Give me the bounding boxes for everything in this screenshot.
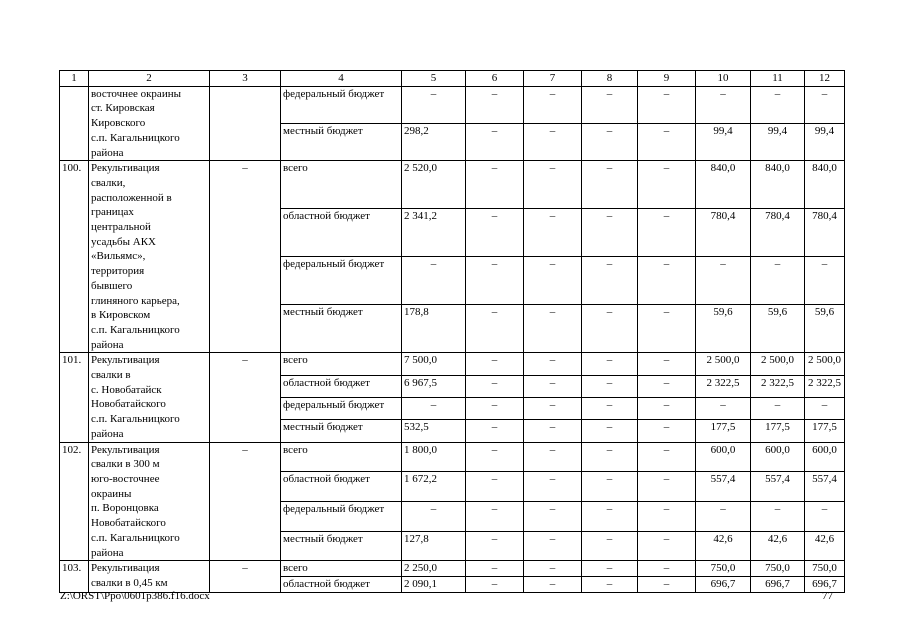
value-cell-12: 600,0 <box>805 442 845 472</box>
value-cell-8: – <box>582 472 638 502</box>
value-cell-8: – <box>582 123 638 160</box>
value-cell-9: – <box>638 209 696 257</box>
value-cell-12: – <box>805 86 845 123</box>
column-3-cell: – <box>210 161 281 353</box>
table-row <box>60 86 845 123</box>
column-3-cell <box>210 86 281 161</box>
value-cell-7: – <box>524 442 582 472</box>
value-cell-9: – <box>638 397 696 419</box>
value-cell-11: 780,4 <box>751 209 805 257</box>
value-cell-5: – <box>402 397 466 419</box>
description-line: Рекультивация <box>91 162 160 175</box>
value-cell-9: – <box>638 375 696 397</box>
value-cell-10: – <box>696 86 751 123</box>
column-header-10: 10 <box>696 71 751 87</box>
description-line: Кировского <box>91 117 146 130</box>
description-line: Новобатайского <box>91 517 166 530</box>
column-3-cell: – <box>210 442 281 561</box>
item-description <box>89 86 210 161</box>
column-header-4: 4 <box>281 71 402 87</box>
funding-source: федеральный бюджет <box>281 86 402 123</box>
value-cell-12: 2 500,0 <box>805 353 845 375</box>
value-cell-11: 177,5 <box>751 420 805 442</box>
description-line: расположенной в <box>91 191 172 204</box>
column-header-7: 7 <box>524 71 582 87</box>
value-cell-7: – <box>524 576 582 592</box>
description-line: с.п. Кагальницкого <box>91 323 180 336</box>
description-line: Рекультивация <box>91 443 160 456</box>
funding-source: местный бюджет <box>281 305 402 353</box>
value-cell-6: – <box>466 501 524 531</box>
budget-table <box>59 70 845 593</box>
funding-source: областной бюджет <box>281 209 402 257</box>
value-cell-11: 840,0 <box>751 161 805 209</box>
value-cell-9: – <box>638 161 696 209</box>
value-cell-12: 42,6 <box>805 531 845 561</box>
value-cell-7: – <box>524 305 582 353</box>
description-line: в Кировском <box>91 309 151 322</box>
value-cell-5: – <box>402 86 466 123</box>
value-cell-6: – <box>466 397 524 419</box>
value-cell-11: 99,4 <box>751 123 805 160</box>
description-line: окраины <box>91 487 132 500</box>
description-line: ст. Кировская <box>91 102 155 115</box>
value-cell-10: 600,0 <box>696 442 751 472</box>
value-cell-8: – <box>582 442 638 472</box>
value-cell-10: 177,5 <box>696 420 751 442</box>
funding-source: областной бюджет <box>281 576 402 592</box>
description-line: района <box>91 546 124 559</box>
value-cell-11: 696,7 <box>751 576 805 592</box>
item-number: 103. <box>60 561 89 592</box>
value-cell-11: 600,0 <box>751 442 805 472</box>
value-cell-12: 557,4 <box>805 472 845 502</box>
value-cell-6: – <box>466 161 524 209</box>
description-line: с.п. Кагальницкого <box>91 413 180 426</box>
description-line: Рекультивация <box>91 354 160 367</box>
value-cell-12: 840,0 <box>805 161 845 209</box>
value-cell-10: 840,0 <box>696 161 751 209</box>
funding-source: всего <box>281 442 402 472</box>
description-line: с.п. Кагальницкого <box>91 131 180 144</box>
value-cell-8: – <box>582 397 638 419</box>
description-line: бывшего <box>91 279 133 292</box>
value-cell-8: – <box>582 576 638 592</box>
table-row <box>60 161 845 209</box>
funding-source: местный бюджет <box>281 420 402 442</box>
value-cell-10: 696,7 <box>696 576 751 592</box>
description-line: границах <box>91 206 134 219</box>
column-3-cell: – <box>210 353 281 442</box>
value-cell-12: 59,6 <box>805 305 845 353</box>
description-line: глиняного карьера, <box>91 294 180 307</box>
value-cell-11: – <box>751 86 805 123</box>
item-description <box>89 353 210 442</box>
funding-source: всего <box>281 161 402 209</box>
value-cell-7: – <box>524 86 582 123</box>
value-cell-9: – <box>638 123 696 160</box>
value-cell-12: – <box>805 501 845 531</box>
value-cell-5: 298,2 <box>402 123 466 160</box>
value-cell-6: – <box>466 472 524 502</box>
value-cell-9: – <box>638 472 696 502</box>
value-cell-10: – <box>696 257 751 305</box>
value-cell-7: – <box>524 353 582 375</box>
description-line: свалки в 300 м <box>91 458 160 471</box>
description-line: района <box>91 427 124 440</box>
value-cell-12: 2 322,5 <box>805 375 845 397</box>
value-cell-9: – <box>638 420 696 442</box>
value-cell-10: 59,6 <box>696 305 751 353</box>
footer-page-number: 77 <box>822 590 833 602</box>
value-cell-8: – <box>582 305 638 353</box>
value-cell-5: 532,5 <box>402 420 466 442</box>
value-cell-9: – <box>638 531 696 561</box>
value-cell-12: 99,4 <box>805 123 845 160</box>
description-line: Рекультивация <box>91 562 160 575</box>
funding-source: федеральный бюджет <box>281 257 402 305</box>
funding-source: местный бюджет <box>281 123 402 160</box>
value-cell-12: – <box>805 397 845 419</box>
value-cell-7: – <box>524 209 582 257</box>
value-cell-11: 750,0 <box>751 561 805 577</box>
value-cell-11: – <box>751 257 805 305</box>
value-cell-7: – <box>524 420 582 442</box>
description-line: свалки в <box>91 369 131 382</box>
value-cell-10: 2 500,0 <box>696 353 751 375</box>
value-cell-6: – <box>466 561 524 577</box>
value-cell-5: 2 250,0 <box>402 561 466 577</box>
value-cell-12: 177,5 <box>805 420 845 442</box>
value-cell-10: 750,0 <box>696 561 751 577</box>
table-row <box>60 353 845 375</box>
value-cell-10: – <box>696 397 751 419</box>
value-cell-10: 780,4 <box>696 209 751 257</box>
column-header-8: 8 <box>582 71 638 87</box>
value-cell-5: 1 800,0 <box>402 442 466 472</box>
value-cell-11: 557,4 <box>751 472 805 502</box>
value-cell-5: 178,8 <box>402 305 466 353</box>
description-line: «Вильямс», <box>91 250 146 263</box>
value-cell-10: – <box>696 501 751 531</box>
value-cell-5: 7 500,0 <box>402 353 466 375</box>
value-cell-7: – <box>524 397 582 419</box>
column-header-2: 2 <box>89 71 210 87</box>
value-cell-8: – <box>582 161 638 209</box>
value-cell-10: 2 322,5 <box>696 375 751 397</box>
item-description <box>89 561 210 592</box>
value-cell-7: – <box>524 161 582 209</box>
column-header-9: 9 <box>638 71 696 87</box>
value-cell-11: – <box>751 501 805 531</box>
value-cell-6: – <box>466 86 524 123</box>
value-cell-6: – <box>466 375 524 397</box>
value-cell-6: – <box>466 305 524 353</box>
description-line: восточнее окраины <box>91 87 181 100</box>
funding-source: областной бюджет <box>281 375 402 397</box>
value-cell-6: – <box>466 209 524 257</box>
value-cell-5: 6 967,5 <box>402 375 466 397</box>
description-line: района <box>91 146 124 159</box>
funding-source: местный бюджет <box>281 531 402 561</box>
column-header-12: 12 <box>805 71 845 87</box>
value-cell-12: – <box>805 257 845 305</box>
description-line: с.п. Кагальницкого <box>91 531 180 544</box>
value-cell-9: – <box>638 353 696 375</box>
value-cell-9: – <box>638 257 696 305</box>
value-cell-8: – <box>582 561 638 577</box>
value-cell-5: 2 520,0 <box>402 161 466 209</box>
description-line: свалки, <box>91 176 126 189</box>
value-cell-5: 2 090,1 <box>402 576 466 592</box>
value-cell-9: – <box>638 86 696 123</box>
value-cell-11: 42,6 <box>751 531 805 561</box>
value-cell-8: – <box>582 531 638 561</box>
value-cell-9: – <box>638 561 696 577</box>
table-body <box>60 86 845 592</box>
item-description <box>89 442 210 561</box>
value-cell-8: – <box>582 86 638 123</box>
value-cell-9: – <box>638 576 696 592</box>
description-line: с. Новобатайск <box>91 383 162 396</box>
funding-source: всего <box>281 561 402 577</box>
funding-source: федеральный бюджет <box>281 501 402 531</box>
value-cell-7: – <box>524 123 582 160</box>
value-cell-6: – <box>466 420 524 442</box>
table-header-row <box>60 71 845 87</box>
value-cell-5: – <box>402 257 466 305</box>
funding-source: федеральный бюджет <box>281 397 402 419</box>
column-header-1: 1 <box>60 71 89 87</box>
value-cell-8: – <box>582 420 638 442</box>
column-header-3: 3 <box>210 71 281 87</box>
column-3-cell: – <box>210 561 281 592</box>
value-cell-7: – <box>524 561 582 577</box>
column-header-11: 11 <box>751 71 805 87</box>
value-cell-11: – <box>751 397 805 419</box>
value-cell-5: 127,8 <box>402 531 466 561</box>
value-cell-12: 696,7 <box>805 576 845 592</box>
description-line: центральной <box>91 221 151 234</box>
value-cell-7: – <box>524 501 582 531</box>
description-line: усадьбы АКХ <box>91 235 156 248</box>
value-cell-6: – <box>466 123 524 160</box>
value-cell-5: – <box>402 501 466 531</box>
value-cell-8: – <box>582 501 638 531</box>
value-cell-8: – <box>582 257 638 305</box>
column-header-6: 6 <box>466 71 524 87</box>
item-description <box>89 161 210 353</box>
description-line: территория <box>91 265 145 278</box>
value-cell-7: – <box>524 472 582 502</box>
value-cell-7: – <box>524 257 582 305</box>
column-header-5: 5 <box>402 71 466 87</box>
value-cell-8: – <box>582 209 638 257</box>
value-cell-10: 99,4 <box>696 123 751 160</box>
value-cell-6: – <box>466 257 524 305</box>
funding-source: областной бюджет <box>281 472 402 502</box>
item-number <box>60 86 89 161</box>
value-cell-9: – <box>638 305 696 353</box>
description-line: п. Воронцовка <box>91 502 159 515</box>
value-cell-11: 2 322,5 <box>751 375 805 397</box>
value-cell-10: 42,6 <box>696 531 751 561</box>
value-cell-9: – <box>638 501 696 531</box>
table-row <box>60 442 845 472</box>
description-line: района <box>91 338 124 351</box>
value-cell-8: – <box>582 353 638 375</box>
description-line: юго-восточнее <box>91 472 160 485</box>
value-cell-11: 59,6 <box>751 305 805 353</box>
value-cell-6: – <box>466 442 524 472</box>
item-number: 100. <box>60 161 89 353</box>
item-number: 102. <box>60 442 89 561</box>
value-cell-8: – <box>582 375 638 397</box>
value-cell-12: 750,0 <box>805 561 845 577</box>
value-cell-9: – <box>638 442 696 472</box>
funding-source: всего <box>281 353 402 375</box>
value-cell-12: 780,4 <box>805 209 845 257</box>
value-cell-6: – <box>466 353 524 375</box>
value-cell-5: 1 672,2 <box>402 472 466 502</box>
table-row <box>60 561 845 577</box>
footer-file-path: Z:\ORST\Ppo\0601p386.f16.docx <box>60 590 210 602</box>
value-cell-6: – <box>466 576 524 592</box>
description-line: свалки в 0,45 км <box>91 576 168 589</box>
value-cell-7: – <box>524 375 582 397</box>
value-cell-7: – <box>524 531 582 561</box>
value-cell-11: 2 500,0 <box>751 353 805 375</box>
description-line: Новобатайского <box>91 398 166 411</box>
item-number: 101. <box>60 353 89 442</box>
value-cell-6: – <box>466 531 524 561</box>
value-cell-10: 557,4 <box>696 472 751 502</box>
value-cell-5: 2 341,2 <box>402 209 466 257</box>
